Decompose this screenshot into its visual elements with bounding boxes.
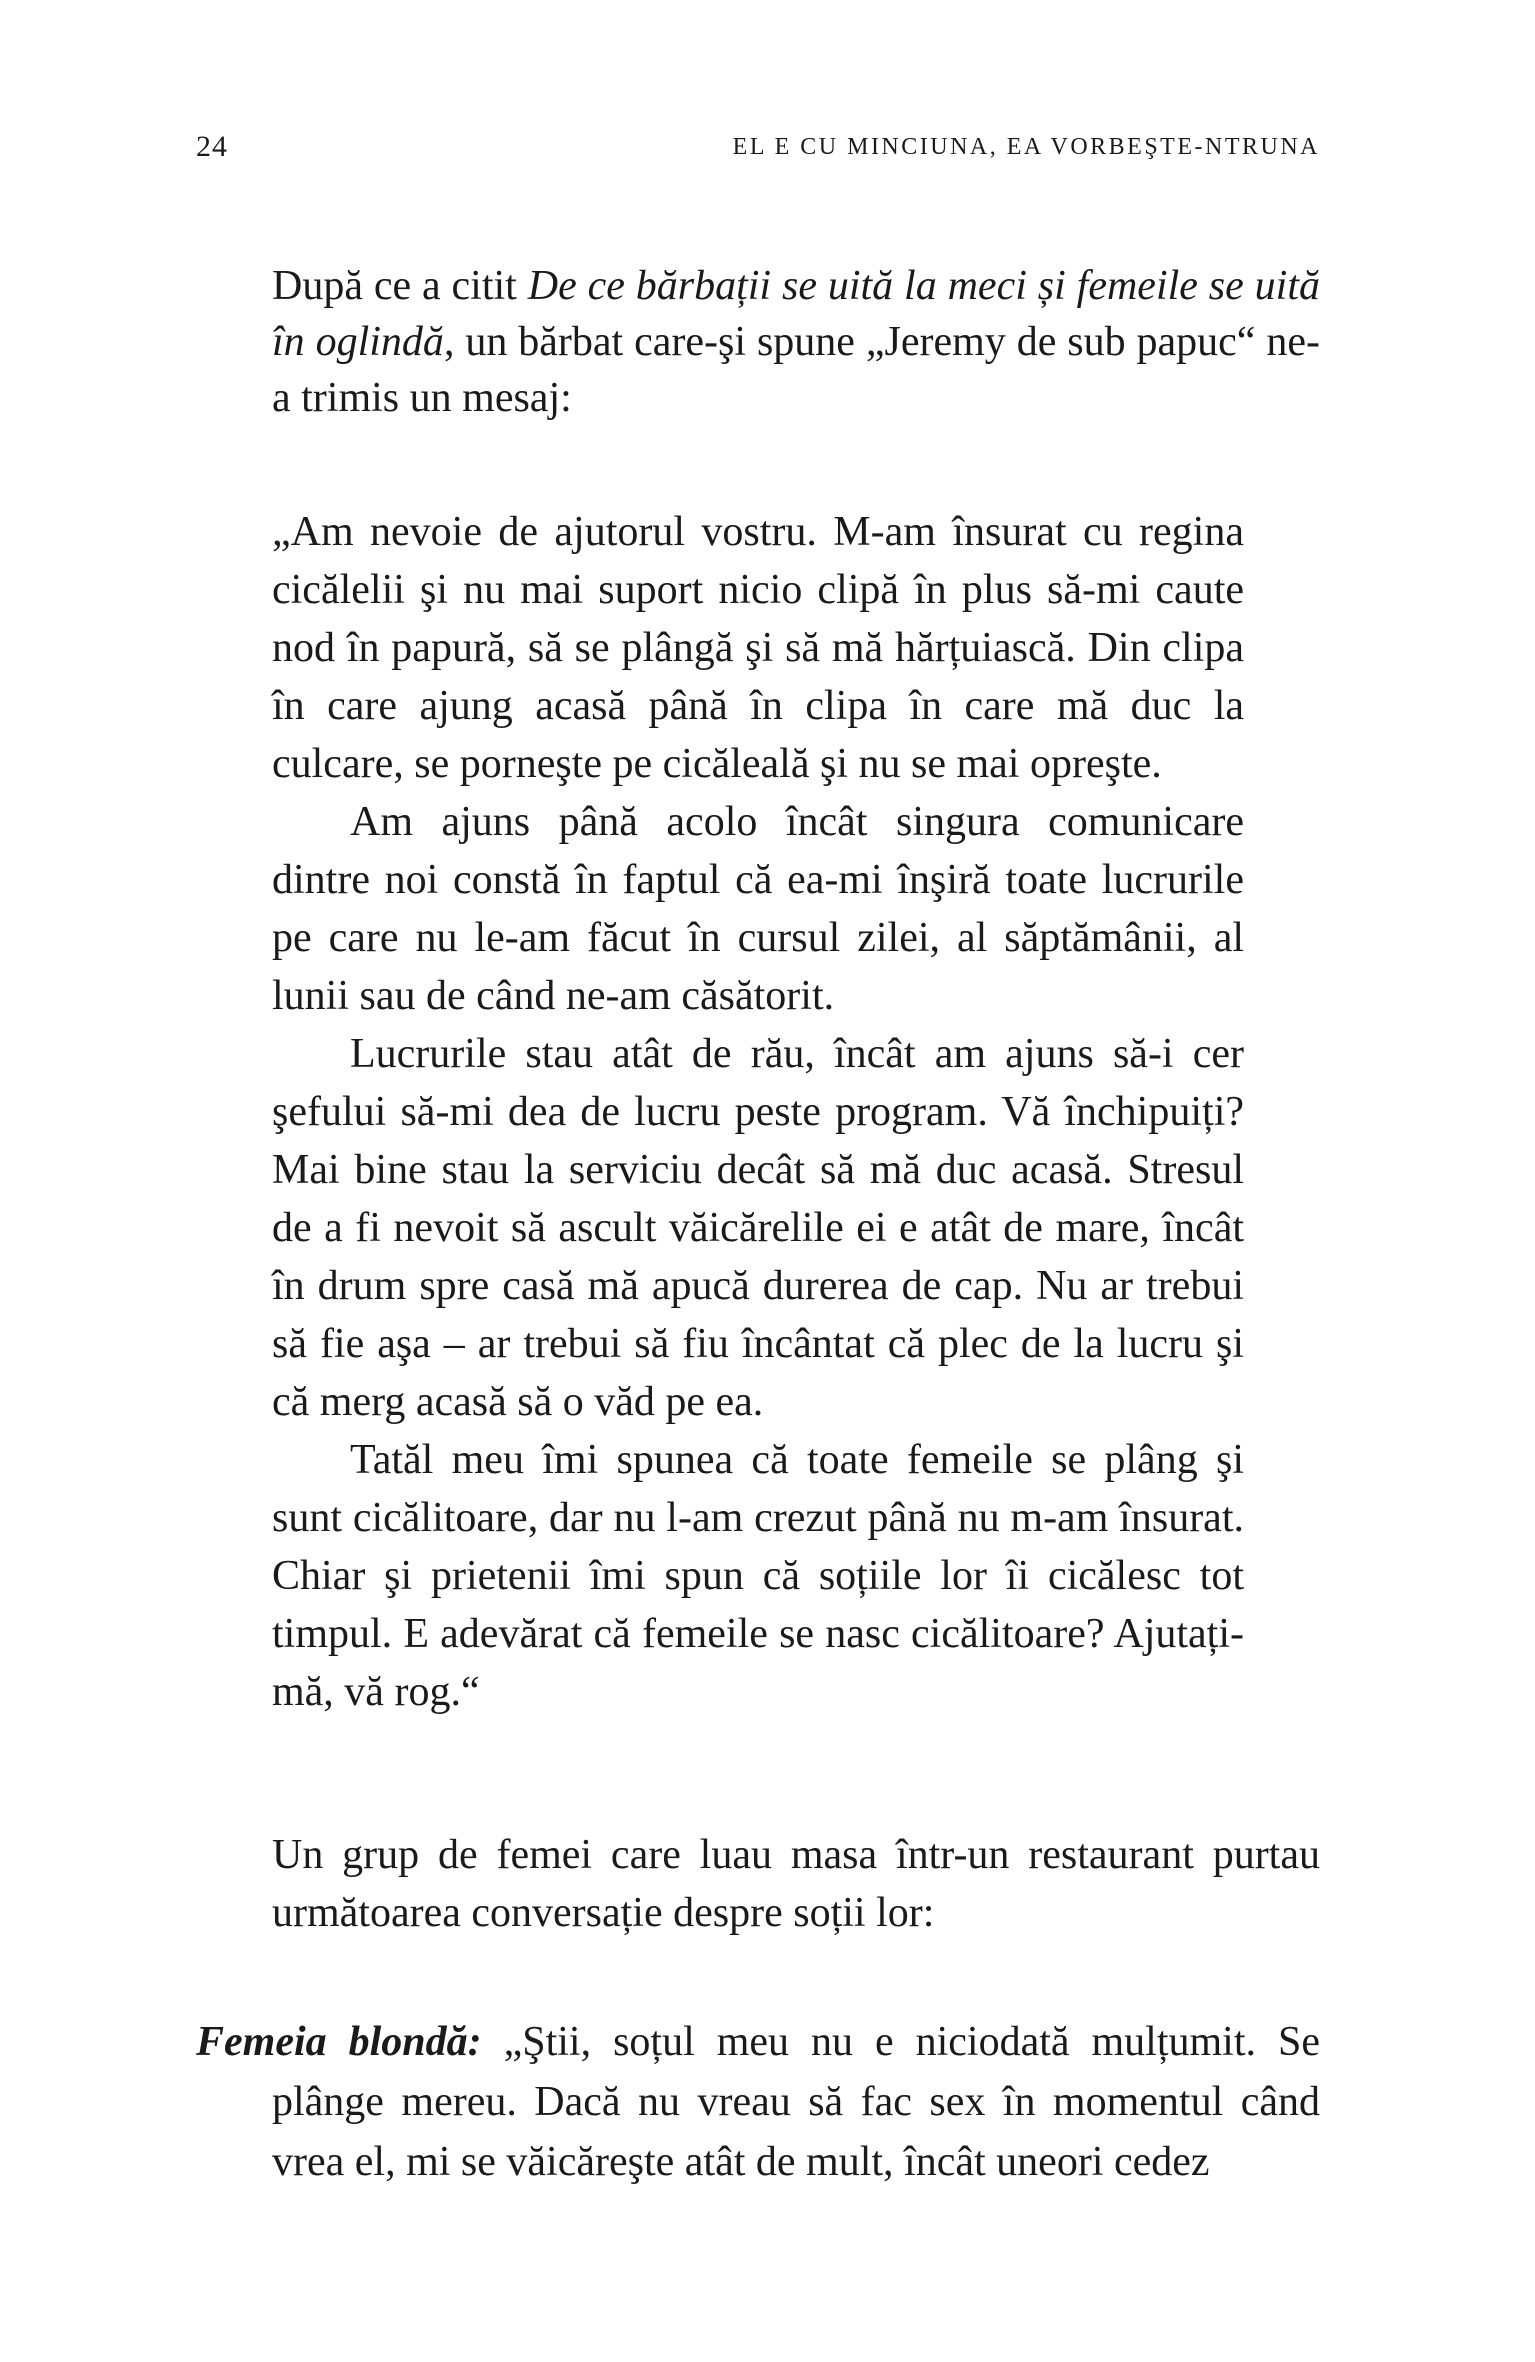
page-number: 24 — [196, 130, 228, 163]
running-title: EL E CU MINCIUNA, EA VORBEŞTE-NTRUNA — [732, 134, 1320, 160]
page-header — [196, 130, 1320, 170]
letter-paragraph: „Am nevoie de ajutorul vostru. M-am însurat cu regina cicălelii şi nu mai suport nicio clipă în plus să-mi caute nod în papură, să se plângă şi să mă hărțuiască. Din clipa în care ajung acasă până în clipa în care mă duc la culcare, se porneşte pe cicăleală şi nu se mai opreşte. — [272, 509, 1244, 787]
intro-paragraph — [272, 258, 1320, 426]
intro-text-after: , un bărbat care-şi spune „Jeremy de sub papuc“ ne-a trimis un mesaj: — [272, 319, 1320, 421]
dialogue-line — [196, 2012, 1320, 2192]
letter-paragraph: Tatăl meu îmi spunea că toate femeile se plâng şi sunt cicălitoare, dar nu l-am crezut până nu m-am însurat. Chiar şi prietenii îmi spun că soțiile lor îi cicălesc tot timpul. E adevărat că femeile se nasc cicălitoare? Ajutați-mă, vă rog.“ — [272, 1437, 1244, 1715]
letter-quote — [272, 503, 1244, 1721]
book-title: De ce bărbații se uită la meci și femeile se uită în oglindă — [272, 263, 1321, 365]
speaker-name: Femeia blondă: — [196, 2019, 482, 2065]
dialogue-text: „Ştii, soțul meu nu e niciodată mulțumit. Se plânge mereu. Dacă nu vreau să fac sex în momentul când vrea el, mi se văicăreşte atât de mult, încât uneori cedez — [272, 2019, 1320, 2185]
group-paragraph: Un grup de femei care luau masa într-un restaurant purtau următoarea conversație despre soții lor: — [272, 1832, 1320, 1936]
letter-paragraph: Am ajuns până acolo încât singura comunicare dintre noi constă în faptul că ea-mi înşiră toate lucrurile pe care nu le-am făcut în cursul zilei, al săptămânii, al lunii sau de când ne-am căsătorit. — [272, 799, 1244, 1019]
intro-text-before: După ce a citit — [272, 263, 528, 309]
letter-paragraph: Lucrurile stau atât de rău, încât am ajuns să-i cer şefului să-mi dea de lucru peste program. Vă închipuiți? Mai bine stau la serviciu decât să mă duc acasă. Stresul de a fi nevoit să ascult văicărelile ei e atât de mare, încât în drum spre casă mă apucă durerea de cap. Nu ar trebui să fie aşa – ar trebui să fiu încântat că plec de la lucru şi că merg acasă să o văd pe ea. — [272, 1031, 1244, 1425]
